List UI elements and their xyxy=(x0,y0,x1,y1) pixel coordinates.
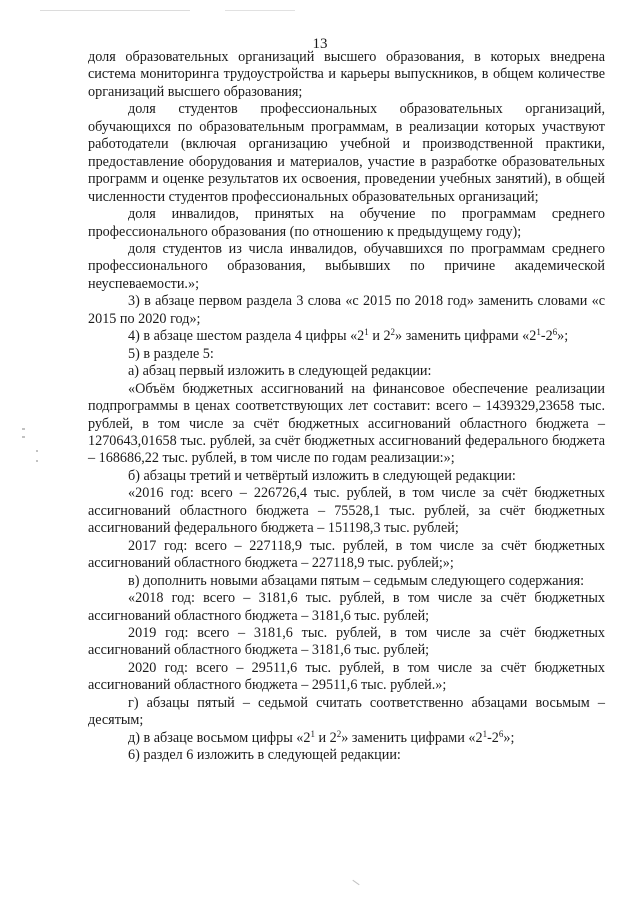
paragraph-text: -2 xyxy=(540,328,553,345)
paragraph: 2020 год: всего – 29511,6 тыс. рублей, в том числе за счёт бюджетных ассигнований областного бюджета – 29511,6 тыс. рублей.»; xyxy=(88,659,605,694)
paragraph: доля студентов профессиональных образовательных организаций, обучающихся по образовательным программам, в реализации которых участвуют работодатели (включая организацию учебной и производственной практики, предоставление оборудования и материалов, участие в разработке образовательных программ и оценке результатов их освоения, проведении учебных занятий), в общей численности студентов профессиональных образовательных организаций; xyxy=(88,101,605,205)
superscript: 6 xyxy=(498,728,504,739)
paragraph: «2018 год: всего – 3181,6 тыс. рублей, в том числе за счёт бюджетных ассигнований областного бюджета – 3181,6 тыс. рублей; xyxy=(88,590,605,624)
paragraph: б) абзацы третий и четвёртый изложить в следующей редакции: xyxy=(128,467,516,484)
scan-artifact-left-4 xyxy=(36,460,38,462)
paragraph: доля студентов из числа инвалидов, обучавшихся по программам среднего профессионального образования, выбывших по причине академической неуспеваемости.»; xyxy=(88,240,605,292)
paragraph: 6) раздел 6 изложить в следующей редакции: xyxy=(128,747,401,764)
superscript: 1 xyxy=(310,728,315,739)
document-body xyxy=(88,49,605,765)
scan-artifact-top xyxy=(40,10,190,11)
scan-artifact-left-2 xyxy=(22,436,25,438)
scan-artifact-bottom xyxy=(352,880,359,885)
paragraph: а) абзац первый изложить в следующей редакции: xyxy=(128,363,432,380)
paragraph: 2019 год: всего – 3181,6 тыс. рублей, в том числе за счёт бюджетных ассигнований областного бюджета – 3181,6 тыс. рублей; xyxy=(88,624,605,659)
paragraph-text: -2 xyxy=(487,729,499,746)
paragraph: 2017 год: всего – 227118,9 тыс. рублей, в том числе за счёт бюджетных ассигнований областного бюджета – 227118,9 тыс. рублей;»; xyxy=(88,537,605,572)
paragraph-with-superscripts xyxy=(88,730,605,747)
paragraph-with-superscripts xyxy=(88,328,605,345)
paragraph: доля образовательных организаций высшего образования, в которых внедрена система мониторинга трудоустройства и карьеры выпускников, в общем количестве организаций высшего образования; xyxy=(88,49,605,100)
paragraph-text: и 2 xyxy=(314,729,337,746)
scan-artifact-left-1 xyxy=(22,428,25,430)
paragraph: 5) в разделе 5: xyxy=(128,345,214,362)
paragraph-text: д) в абзаце восьмом цифры «2 xyxy=(128,729,311,746)
paragraph-text: и 2 xyxy=(368,328,391,345)
superscript: 1 xyxy=(536,327,541,338)
superscript: 2 xyxy=(390,327,396,338)
page-number: 13 xyxy=(312,36,328,52)
scan-artifact-top-right xyxy=(225,10,295,11)
paragraph-text: » заменить цифрами «2 xyxy=(395,328,537,345)
paragraph-text: »; xyxy=(503,729,515,746)
paragraph-text: »; xyxy=(557,328,569,345)
paragraph: «2016 год: всего – 226726,4 тыс. рублей, в том числе за счёт бюджетных ассигнований областного бюджета – 75528,1 тыс. рублей, за счёт бюджетных ассигнований федерального бюджета – 151198,3 тыс. рублей; xyxy=(88,485,605,537)
superscript: 1 xyxy=(482,728,488,739)
paragraph: в) дополнить новыми абзацами пятым – седьмым следующего содержания: xyxy=(128,572,585,589)
scan-artifact-left-3 xyxy=(36,450,38,452)
paragraph-text: » заменить цифрами «2 xyxy=(341,729,483,746)
paragraph: «Объём бюджетных ассигнований на финансовое обеспечение реализации подпрограммы в ценах соответствующих лет составит: всего – 1439329,23658 тыс. рублей, в том числе за счёт бюджетных ассигнований областного бюджета – 1270643,01658 тыс. рублей, за счёт бюджетных ассигнований федерального бюджета – 168686,22 тыс. рублей, в том числе по годам реализации:»; xyxy=(88,380,605,467)
superscript: 1 xyxy=(364,327,369,338)
superscript: 6 xyxy=(552,327,558,338)
paragraph: 3) в абзаце первом раздела 3 слова «с 2015 по 2018 год» заменить словами «с 2015 по 2020 год»; xyxy=(88,293,605,327)
paragraph: г) абзацы пятый – седьмой считать соответственно абзацами восьмым – десятым; xyxy=(88,694,605,729)
superscript: 2 xyxy=(336,728,342,739)
paragraph: доля инвалидов, принятых на обучение по программам среднего профессионального образования (по отношению к предыдущему году); xyxy=(88,206,605,240)
paragraph-text: 4) в абзаце шестом раздела 4 цифры «2 xyxy=(128,328,365,345)
